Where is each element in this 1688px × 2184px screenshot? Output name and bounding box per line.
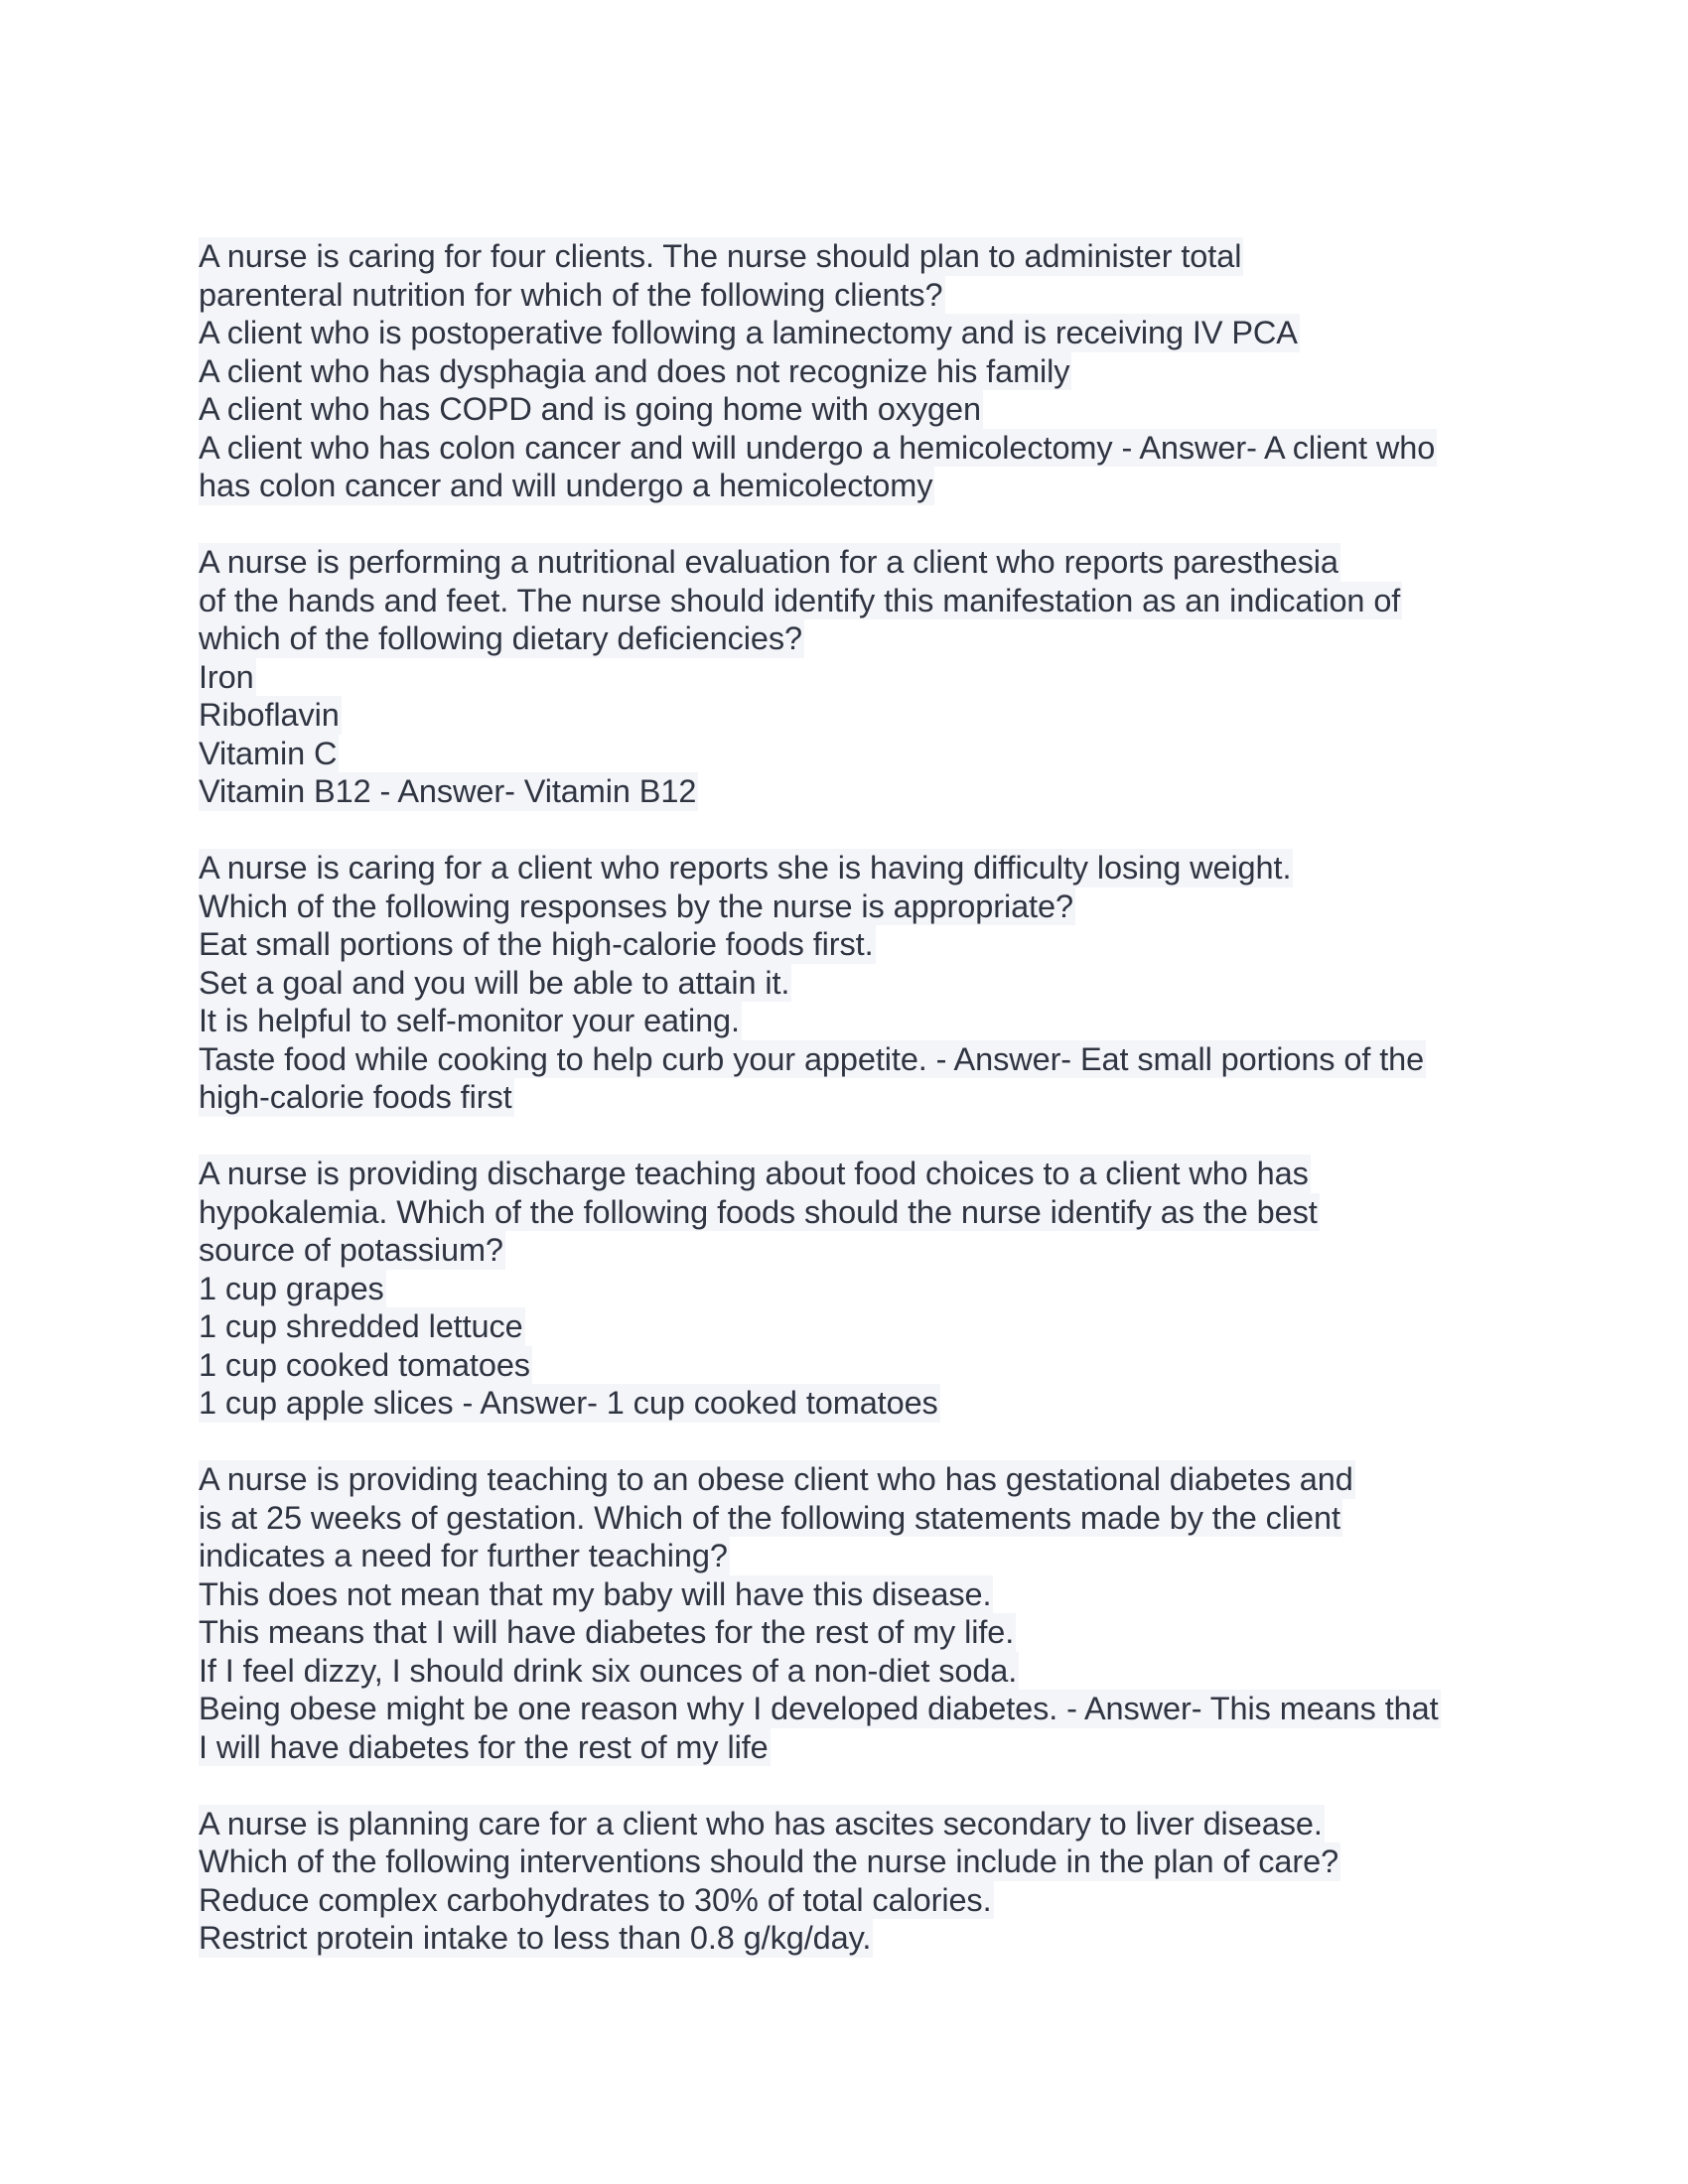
answer-option-with-answer: Vitamin B12 - Answer- Vitamin B12 bbox=[199, 773, 697, 809]
question-block-gestational-diabetes bbox=[199, 1460, 1509, 1766]
answer-option: 1 cup shredded lettuce bbox=[199, 1308, 523, 1344]
answer-option-with-answer: Being obese might be one reason why I developed diabetes. - Answer- This means that bbox=[199, 1691, 1439, 1726]
answer-option: Reduce complex carbohydrates to 30% of total calories. bbox=[199, 1881, 992, 1918]
question-line: A nurse is providing discharge teaching about food choices to a client who has bbox=[199, 1156, 1309, 1191]
question-line: Which of the following responses by the nurse is appropriate? bbox=[199, 887, 1073, 924]
question-line: indicates a need for further teaching? bbox=[199, 1538, 728, 1573]
answer-option: This means that I will have diabetes for the rest of my life. bbox=[199, 1614, 1015, 1650]
answer-option: A client who has dysphagia and does not recognize his family bbox=[199, 352, 1070, 389]
answer-option-with-answer: Taste food while cooking to help curb your appetite. - Answer- Eat small portions of the bbox=[199, 1040, 1425, 1077]
answer-option: A client who has COPD and is going home with oxygen bbox=[199, 391, 981, 427]
question-line: A nurse is caring for four clients. The nurse should plan to administer total bbox=[199, 238, 1242, 274]
answer-option: 1 cup grapes bbox=[199, 1270, 384, 1306]
question-block-ascites bbox=[199, 1805, 1509, 1958]
answer-option: Riboflavin bbox=[199, 697, 340, 733]
answer-option: A client who is postoperative following a laminectomy and is receiving IV PCA bbox=[199, 315, 1298, 350]
answer-option: Vitamin C bbox=[199, 735, 338, 771]
question-block-paresthesia bbox=[199, 543, 1509, 811]
question-line: of the hands and feet. The nurse should identify this manifestation as an indication of bbox=[199, 582, 1401, 618]
question-line: parenteral nutrition for which of the following clients? bbox=[199, 276, 943, 313]
answer-option: Iron bbox=[199, 658, 254, 695]
answer-option: 1 cup cooked tomatoes bbox=[199, 1346, 530, 1383]
answer-option: If I feel dizzy, I should drink six ounces of a non-diet soda. bbox=[199, 1652, 1018, 1689]
answer-option-with-answer: 1 cup apple slices - Answer- 1 cup cooked tomatoes bbox=[199, 1385, 938, 1421]
question-line: is at 25 weeks of gestation. Which of the following statements made by the client bbox=[199, 1499, 1340, 1536]
answer-option: Eat small portions of the high-calorie foods first. bbox=[199, 926, 874, 962]
question-line: A nurse is caring for a client who reports she is having difficulty losing weight. bbox=[199, 850, 1292, 886]
question-line: hypokalemia. Which of the following foods should the nurse identify as the best bbox=[199, 1193, 1318, 1230]
question-block-tpn bbox=[199, 237, 1509, 505]
document-page bbox=[199, 237, 1509, 1995]
answer-continuation: has colon cancer and will undergo a hemicolectomy bbox=[199, 468, 933, 503]
answer-option: This does not mean that my baby will have this disease. bbox=[199, 1575, 992, 1612]
answer-option: Set a goal and you will be able to attain it. bbox=[199, 964, 790, 1001]
answer-option: It is helpful to self-monitor your eating. bbox=[199, 1003, 740, 1038]
answer-continuation: high-calorie foods first bbox=[199, 1079, 512, 1115]
answer-option-with-answer: A client who has colon cancer and will undergo a hemicolectomy - Answer- A client who bbox=[199, 429, 1436, 466]
answer-option: Restrict protein intake to less than 0.8 g/kg/day. bbox=[199, 1920, 872, 1956]
answer-continuation: I will have diabetes for the rest of my life bbox=[199, 1728, 769, 1765]
question-block-weight-loss bbox=[199, 849, 1509, 1117]
question-line: Which of the following interventions should the nurse include in the plan of care? bbox=[199, 1843, 1339, 1879]
question-line: A nurse is performing a nutritional evaluation for a client who reports paresthesia bbox=[199, 544, 1338, 580]
question-line: A nurse is planning care for a client who has ascites secondary to liver disease. bbox=[199, 1805, 1323, 1842]
question-block-potassium bbox=[199, 1155, 1509, 1423]
question-line: which of the following dietary deficiencies? bbox=[199, 620, 803, 656]
question-line: A nurse is providing teaching to an obese client who has gestational diabetes and bbox=[199, 1461, 1353, 1497]
question-line: source of potassium? bbox=[199, 1232, 503, 1268]
